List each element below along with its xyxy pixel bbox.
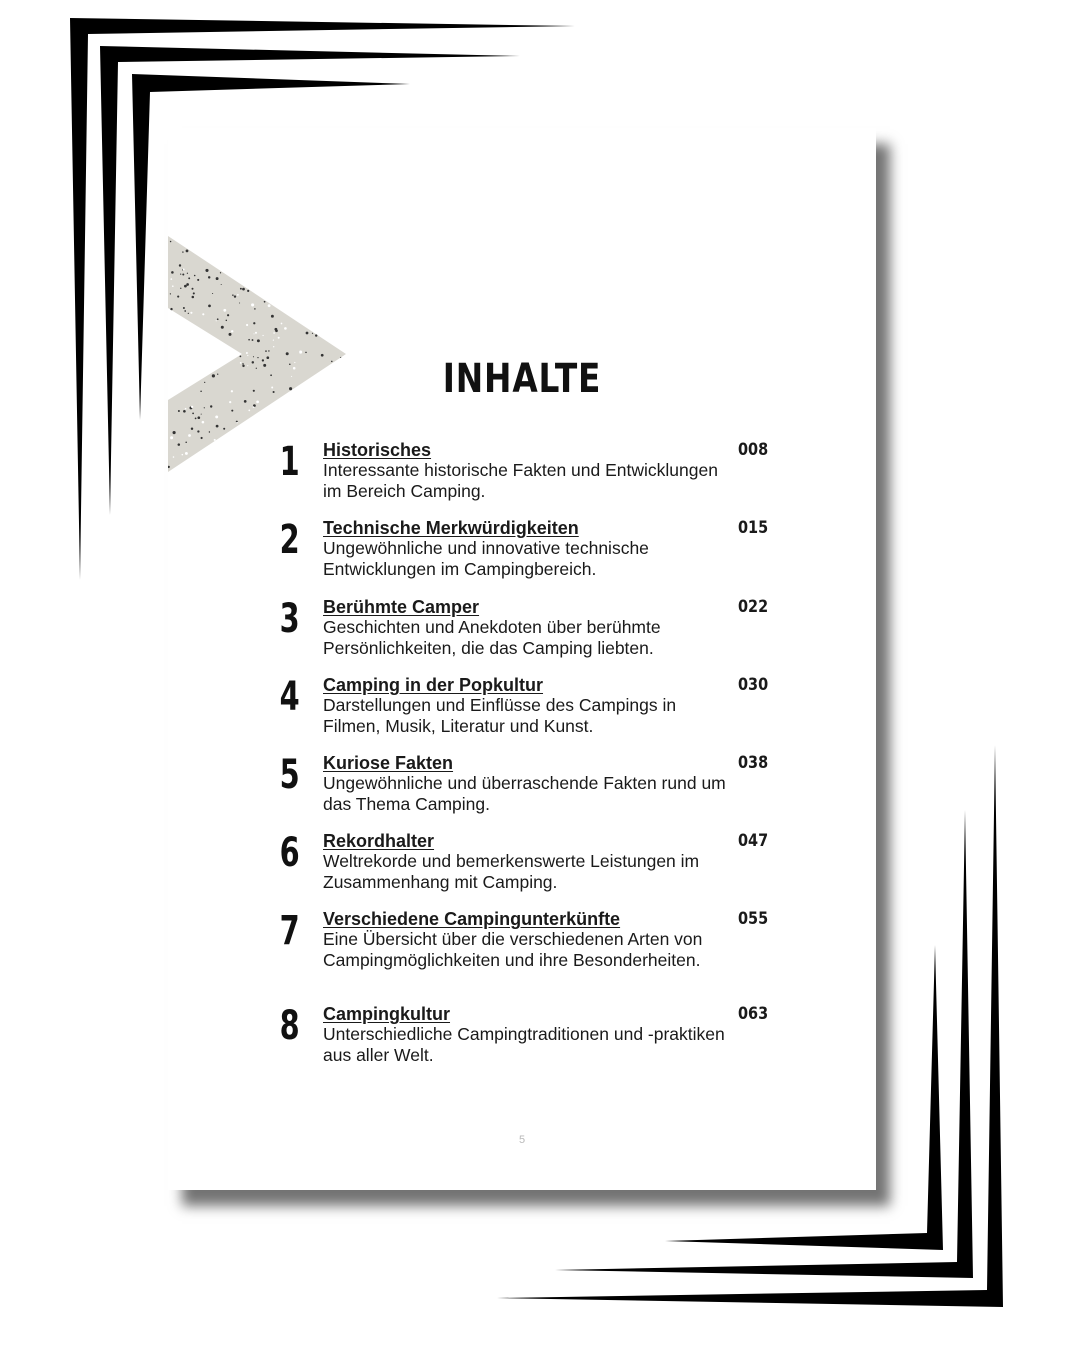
toc-entry-title[interactable]: Historisches (323, 440, 432, 460)
toc-entry-description: Ungewöhnliche und innovative technische Entwicklungen im Campingbereich. (323, 538, 649, 579)
toc-entry-number: 1 (279, 439, 300, 485)
toc-entry-title[interactable]: Berühmte Camper (323, 597, 480, 617)
toc-entry-page-number: 030 (738, 675, 769, 695)
toc-entry-title[interactable]: Camping in der Popkultur (323, 675, 544, 695)
toc-entry-description: Darstellungen und Einflüsse des Campings in Filmen, Musik, Literatur und Kunst. (323, 695, 677, 736)
toc-entry-description: Geschichten und Anekdoten über berühmte Persönlichkeiten, die das Camping liebten. (323, 617, 661, 658)
page-title: INHALTE (442, 356, 602, 402)
toc-entry-title[interactable]: Verschiedene Campingunterkünfte (323, 909, 621, 929)
toc-entry-number: 4 (279, 674, 300, 720)
toc-entry-number: 5 (279, 752, 300, 798)
toc-entry-page-number: 015 (738, 518, 769, 538)
toc-entry-number: 2 (279, 517, 300, 563)
toc-entry-number: 6 (279, 830, 300, 876)
toc-entry-number: 3 (279, 596, 300, 642)
chevron-arrow-icon (168, 236, 348, 472)
toc-page (168, 128, 876, 1190)
toc-entry-page-number: 008 (738, 440, 769, 460)
toc-entry-description: Weltrekorde und bemerkenswerte Leistungen im Zusammenhang mit Camping. (323, 851, 700, 892)
toc-entry-page-number: 055 (738, 909, 769, 929)
toc-entry-page-number: 047 (738, 831, 769, 851)
toc-entry-title[interactable]: Rekordhalter (323, 831, 435, 851)
toc-entry-description: Ungewöhnliche und überraschende Fakten rund um das Thema Camping. (323, 773, 726, 814)
toc-entry-page-number: 038 (738, 753, 769, 773)
toc-entry-number: 8 (279, 1003, 300, 1049)
toc-entry-page-number: 063 (738, 1004, 769, 1024)
page-number: 5 (518, 1134, 526, 1146)
toc-entry-description: Unterschiedliche Campingtraditionen und -praktiken aus aller Welt. (323, 1024, 725, 1065)
toc-entry-title[interactable]: Technische Merkwürdigkeiten (323, 518, 579, 538)
toc-entry-page-number: 022 (738, 597, 769, 617)
toc-entry-description: Interessante historische Fakten und Entwicklungen im Bereich Camping. (323, 460, 718, 501)
toc-entry-number: 7 (279, 908, 300, 954)
toc-entry-title[interactable]: Kuriose Fakten (323, 753, 454, 773)
toc-entry-title[interactable]: Campingkultur (323, 1004, 451, 1024)
toc-entry-description: Eine Übersicht über die verschiedenen Arten von Campingmöglichkeiten und ihre Besonderheiten. (323, 929, 703, 970)
